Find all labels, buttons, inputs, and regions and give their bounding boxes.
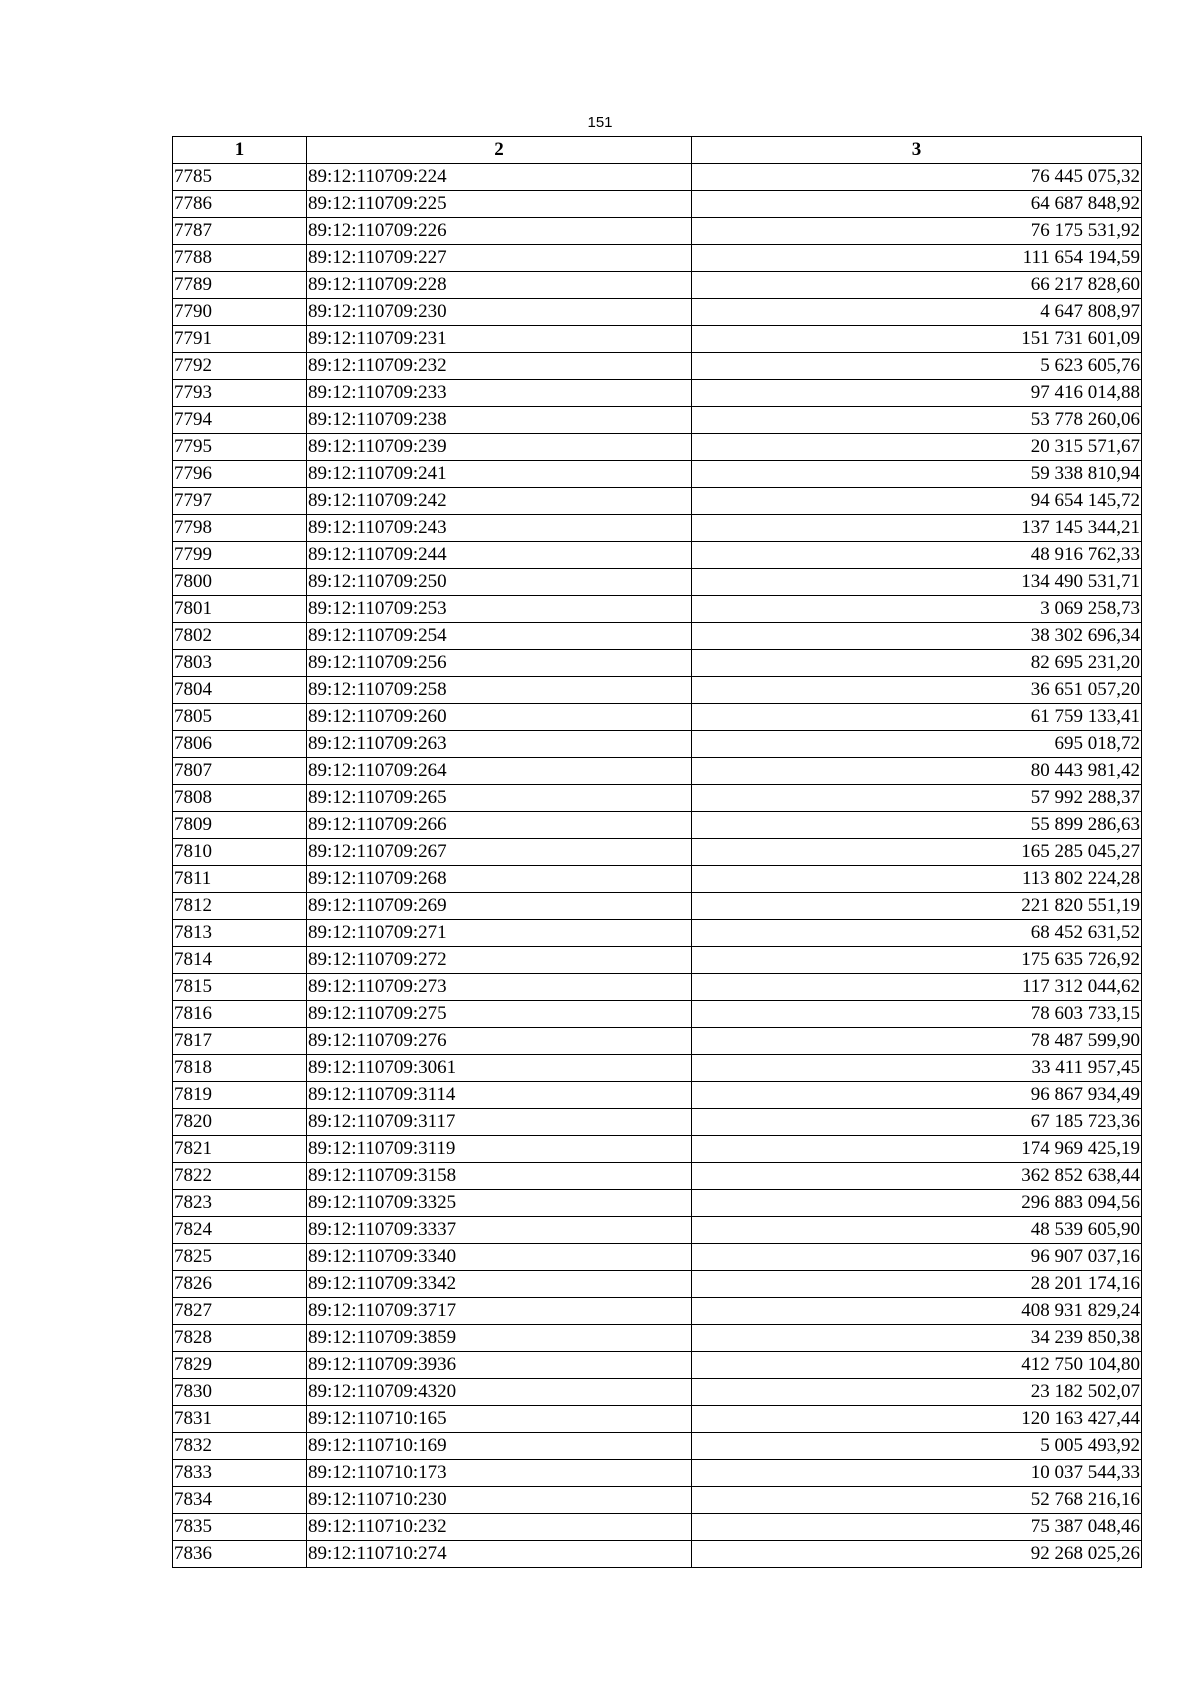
row-number-cell: 7793 (173, 380, 307, 407)
table-row (173, 974, 1142, 1001)
cadastral-number-cell: 89:12:110709:3340 (307, 1244, 692, 1271)
cadastral-value-table (172, 136, 1142, 1568)
row-number-cell: 7786 (173, 191, 307, 218)
table-row (173, 1190, 1142, 1217)
cadastral-number-cell: 89:12:110709:253 (307, 596, 692, 623)
cadastral-number-cell: 89:12:110709:232 (307, 353, 692, 380)
table-row (173, 731, 1142, 758)
row-number-cell: 7825 (173, 1244, 307, 1271)
row-number-cell: 7814 (173, 947, 307, 974)
column-header-2: 2 (307, 137, 692, 164)
row-number-cell: 7813 (173, 920, 307, 947)
value-cell: 48 539 605,90 (692, 1217, 1142, 1244)
cadastral-number-cell: 89:12:110709:239 (307, 434, 692, 461)
table-row (173, 623, 1142, 650)
value-cell: 64 687 848,92 (692, 191, 1142, 218)
cadastral-number-cell: 89:12:110709:243 (307, 515, 692, 542)
cadastral-number-cell: 89:12:110709:276 (307, 1028, 692, 1055)
cadastral-number-cell: 89:12:110709:265 (307, 785, 692, 812)
table-row (173, 1541, 1142, 1568)
table-row (173, 1379, 1142, 1406)
cadastral-number-cell: 89:12:110709:260 (307, 704, 692, 731)
value-cell: 53 778 260,06 (692, 407, 1142, 434)
cadastral-number-cell: 89:12:110709:273 (307, 974, 692, 1001)
row-number-cell: 7795 (173, 434, 307, 461)
value-cell: 4 647 808,97 (692, 299, 1142, 326)
row-number-cell: 7835 (173, 1514, 307, 1541)
row-number-cell: 7792 (173, 353, 307, 380)
cadastral-number-cell: 89:12:110709:269 (307, 893, 692, 920)
table-row (173, 920, 1142, 947)
row-number-cell: 7801 (173, 596, 307, 623)
value-cell: 38 302 696,34 (692, 623, 1142, 650)
row-number-cell: 7822 (173, 1163, 307, 1190)
value-cell: 68 452 631,52 (692, 920, 1142, 947)
cadastral-number-cell: 89:12:110709:231 (307, 326, 692, 353)
value-cell: 78 603 733,15 (692, 1001, 1142, 1028)
table-row (173, 1514, 1142, 1541)
value-cell: 66 217 828,60 (692, 272, 1142, 299)
row-number-cell: 7803 (173, 650, 307, 677)
row-number-cell: 7823 (173, 1190, 307, 1217)
table-row (173, 893, 1142, 920)
cadastral-number-cell: 89:12:110709:244 (307, 542, 692, 569)
table-row (173, 407, 1142, 434)
table-row (173, 542, 1142, 569)
value-cell: 78 487 599,90 (692, 1028, 1142, 1055)
table-row (173, 1406, 1142, 1433)
row-number-cell: 7819 (173, 1082, 307, 1109)
cadastral-number-cell: 89:12:110709:3337 (307, 1217, 692, 1244)
row-number-cell: 7831 (173, 1406, 307, 1433)
cadastral-number-cell: 89:12:110709:3158 (307, 1163, 692, 1190)
table-row (173, 1109, 1142, 1136)
value-cell: 111 654 194,59 (692, 245, 1142, 272)
row-number-cell: 7808 (173, 785, 307, 812)
value-cell: 120 163 427,44 (692, 1406, 1142, 1433)
cadastral-number-cell: 89:12:110709:224 (307, 164, 692, 191)
table-row (173, 1082, 1142, 1109)
cadastral-number-cell: 89:12:110709:3936 (307, 1352, 692, 1379)
cadastral-number-cell: 89:12:110709:258 (307, 677, 692, 704)
row-number-cell: 7791 (173, 326, 307, 353)
cadastral-number-cell: 89:12:110709:230 (307, 299, 692, 326)
table-row (173, 866, 1142, 893)
row-number-cell: 7809 (173, 812, 307, 839)
value-cell: 59 338 810,94 (692, 461, 1142, 488)
value-cell: 408 931 829,24 (692, 1298, 1142, 1325)
cadastral-number-cell: 89:12:110710:274 (307, 1541, 692, 1568)
row-number-cell: 7789 (173, 272, 307, 299)
value-cell: 151 731 601,09 (692, 326, 1142, 353)
row-number-cell: 7805 (173, 704, 307, 731)
cadastral-number-cell: 89:12:110710:230 (307, 1487, 692, 1514)
table-row (173, 326, 1142, 353)
table-row (173, 272, 1142, 299)
cadastral-number-cell: 89:12:110709:275 (307, 1001, 692, 1028)
value-cell: 362 852 638,44 (692, 1163, 1142, 1190)
value-cell: 10 037 544,33 (692, 1460, 1142, 1487)
value-cell: 96 907 037,16 (692, 1244, 1142, 1271)
table-row (173, 1136, 1142, 1163)
table-row (173, 812, 1142, 839)
row-number-cell: 7820 (173, 1109, 307, 1136)
cadastral-number-cell: 89:12:110709:3717 (307, 1298, 692, 1325)
row-number-cell: 7799 (173, 542, 307, 569)
table-row (173, 1217, 1142, 1244)
value-cell: 137 145 344,21 (692, 515, 1142, 542)
column-header-3: 3 (692, 137, 1142, 164)
cadastral-number-cell: 89:12:110709:3114 (307, 1082, 692, 1109)
cadastral-number-cell: 89:12:110710:173 (307, 1460, 692, 1487)
value-cell: 96 867 934,49 (692, 1082, 1142, 1109)
value-cell: 94 654 145,72 (692, 488, 1142, 515)
row-number-cell: 7807 (173, 758, 307, 785)
value-cell: 76 445 075,32 (692, 164, 1142, 191)
table-row (173, 218, 1142, 245)
table-row (173, 299, 1142, 326)
value-cell: 134 490 531,71 (692, 569, 1142, 596)
row-number-cell: 7830 (173, 1379, 307, 1406)
value-cell: 23 182 502,07 (692, 1379, 1142, 1406)
row-number-cell: 7833 (173, 1460, 307, 1487)
value-cell: 175 635 726,92 (692, 947, 1142, 974)
page-number: 151 (587, 114, 613, 131)
row-number-cell: 7817 (173, 1028, 307, 1055)
row-number-cell: 7788 (173, 245, 307, 272)
table-row (173, 488, 1142, 515)
table-row (173, 1055, 1142, 1082)
row-number-cell: 7829 (173, 1352, 307, 1379)
cadastral-number-cell: 89:12:110709:264 (307, 758, 692, 785)
value-cell: 33 411 957,45 (692, 1055, 1142, 1082)
table-row (173, 353, 1142, 380)
table-row (173, 947, 1142, 974)
value-cell: 67 185 723,36 (692, 1109, 1142, 1136)
cadastral-number-cell: 89:12:110709:3061 (307, 1055, 692, 1082)
table-row (173, 1163, 1142, 1190)
value-cell: 76 175 531,92 (692, 218, 1142, 245)
cadastral-number-cell: 89:12:110709:3342 (307, 1271, 692, 1298)
cadastral-number-cell: 89:12:110709:263 (307, 731, 692, 758)
table-row (173, 569, 1142, 596)
table-row (173, 1460, 1142, 1487)
value-cell: 97 416 014,88 (692, 380, 1142, 407)
table-row (173, 758, 1142, 785)
table-row (173, 380, 1142, 407)
row-number-cell: 7824 (173, 1217, 307, 1244)
row-number-cell: 7806 (173, 731, 307, 758)
table-row (173, 839, 1142, 866)
cadastral-number-cell: 89:12:110709:254 (307, 623, 692, 650)
table-row (173, 1001, 1142, 1028)
cadastral-number-cell: 89:12:110709:271 (307, 920, 692, 947)
value-cell: 113 802 224,28 (692, 866, 1142, 893)
cadastral-number-cell: 89:12:110709:242 (307, 488, 692, 515)
row-number-cell: 7832 (173, 1433, 307, 1460)
cadastral-number-cell: 89:12:110710:165 (307, 1406, 692, 1433)
value-cell: 61 759 133,41 (692, 704, 1142, 731)
value-cell: 412 750 104,80 (692, 1352, 1142, 1379)
value-cell: 174 969 425,19 (692, 1136, 1142, 1163)
table-row (173, 1433, 1142, 1460)
value-cell: 221 820 551,19 (692, 893, 1142, 920)
row-number-cell: 7821 (173, 1136, 307, 1163)
table-row (173, 1298, 1142, 1325)
row-number-cell: 7811 (173, 866, 307, 893)
value-cell: 82 695 231,20 (692, 650, 1142, 677)
table-row (173, 164, 1142, 191)
cadastral-number-cell: 89:12:110709:272 (307, 947, 692, 974)
cadastral-number-cell: 89:12:110710:232 (307, 1514, 692, 1541)
table-row (173, 515, 1142, 542)
column-header-1: 1 (173, 137, 307, 164)
row-number-cell: 7818 (173, 1055, 307, 1082)
table-row (173, 191, 1142, 218)
cadastral-number-cell: 89:12:110709:256 (307, 650, 692, 677)
value-cell: 5 623 605,76 (692, 353, 1142, 380)
row-number-cell: 7798 (173, 515, 307, 542)
row-number-cell: 7804 (173, 677, 307, 704)
cadastral-number-cell: 89:12:110709:266 (307, 812, 692, 839)
table-header-row (173, 137, 1142, 164)
value-cell: 34 239 850,38 (692, 1325, 1142, 1352)
value-cell: 92 268 025,26 (692, 1541, 1142, 1568)
cadastral-number-cell: 89:12:110710:169 (307, 1433, 692, 1460)
cadastral-number-cell: 89:12:110709:3325 (307, 1190, 692, 1217)
value-cell: 80 443 981,42 (692, 758, 1142, 785)
row-number-cell: 7834 (173, 1487, 307, 1514)
cadastral-number-cell: 89:12:110709:4320 (307, 1379, 692, 1406)
row-number-cell: 7836 (173, 1541, 307, 1568)
row-number-cell: 7826 (173, 1271, 307, 1298)
table-body (173, 164, 1142, 1568)
table-row (173, 785, 1142, 812)
row-number-cell: 7815 (173, 974, 307, 1001)
row-number-cell: 7812 (173, 893, 307, 920)
value-cell: 20 315 571,67 (692, 434, 1142, 461)
cadastral-number-cell: 89:12:110709:227 (307, 245, 692, 272)
value-cell: 5 005 493,92 (692, 1433, 1142, 1460)
value-cell: 296 883 094,56 (692, 1190, 1142, 1217)
row-number-cell: 7827 (173, 1298, 307, 1325)
row-number-cell: 7816 (173, 1001, 307, 1028)
value-cell: 75 387 048,46 (692, 1514, 1142, 1541)
table-row (173, 596, 1142, 623)
cadastral-number-cell: 89:12:110709:225 (307, 191, 692, 218)
value-cell: 57 992 288,37 (692, 785, 1142, 812)
table-row (173, 1244, 1142, 1271)
cadastral-number-cell: 89:12:110709:250 (307, 569, 692, 596)
table-row (173, 1352, 1142, 1379)
row-number-cell: 7787 (173, 218, 307, 245)
row-number-cell: 7828 (173, 1325, 307, 1352)
table-row (173, 677, 1142, 704)
cadastral-number-cell: 89:12:110709:3859 (307, 1325, 692, 1352)
table-row (173, 704, 1142, 731)
row-number-cell: 7797 (173, 488, 307, 515)
row-number-cell: 7802 (173, 623, 307, 650)
cadastral-number-cell: 89:12:110709:3119 (307, 1136, 692, 1163)
cadastral-number-cell: 89:12:110709:226 (307, 218, 692, 245)
row-number-cell: 7794 (173, 407, 307, 434)
cadastral-number-cell: 89:12:110709:268 (307, 866, 692, 893)
value-cell: 117 312 044,62 (692, 974, 1142, 1001)
cadastral-number-cell: 89:12:110709:267 (307, 839, 692, 866)
value-cell: 695 018,72 (692, 731, 1142, 758)
value-cell: 36 651 057,20 (692, 677, 1142, 704)
value-cell: 55 899 286,63 (692, 812, 1142, 839)
table-row (173, 461, 1142, 488)
cadastral-number-cell: 89:12:110709:233 (307, 380, 692, 407)
row-number-cell: 7796 (173, 461, 307, 488)
row-number-cell: 7785 (173, 164, 307, 191)
table-row (173, 434, 1142, 461)
value-cell: 48 916 762,33 (692, 542, 1142, 569)
value-cell: 165 285 045,27 (692, 839, 1142, 866)
row-number-cell: 7790 (173, 299, 307, 326)
cadastral-number-cell: 89:12:110709:238 (307, 407, 692, 434)
value-cell: 3 069 258,73 (692, 596, 1142, 623)
row-number-cell: 7810 (173, 839, 307, 866)
table-row (173, 245, 1142, 272)
table-row (173, 1325, 1142, 1352)
row-number-cell: 7800 (173, 569, 307, 596)
table-row (173, 1028, 1142, 1055)
cadastral-number-cell: 89:12:110709:3117 (307, 1109, 692, 1136)
cadastral-number-cell: 89:12:110709:228 (307, 272, 692, 299)
table-row (173, 1271, 1142, 1298)
value-cell: 28 201 174,16 (692, 1271, 1142, 1298)
table-row (173, 650, 1142, 677)
cadastral-number-cell: 89:12:110709:241 (307, 461, 692, 488)
table-row (173, 1487, 1142, 1514)
value-cell: 52 768 216,16 (692, 1487, 1142, 1514)
